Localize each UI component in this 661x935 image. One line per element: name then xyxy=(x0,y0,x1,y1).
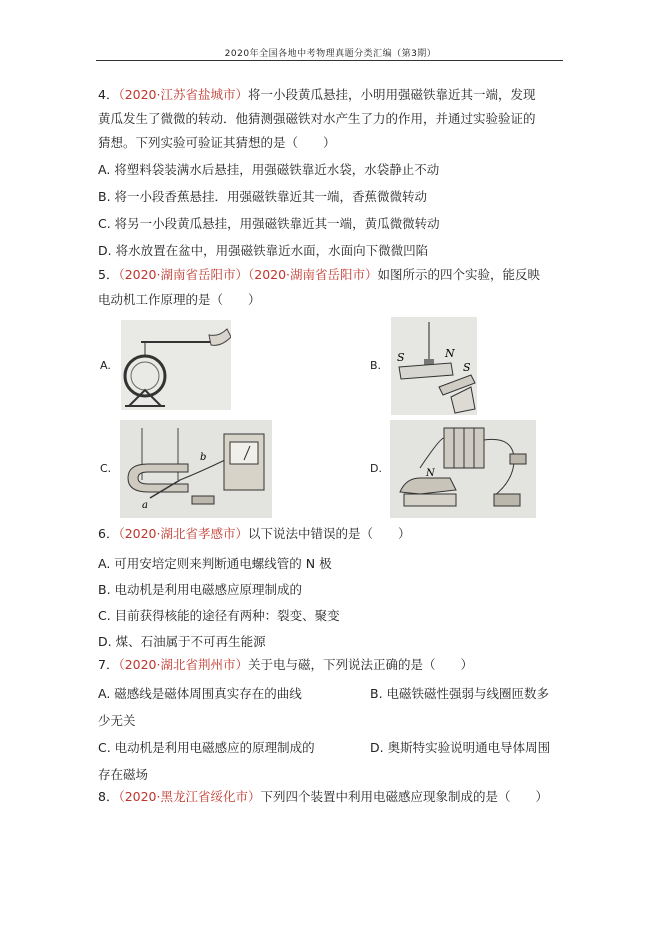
q7-option-d: D. 奥斯特实验说明通电导体周围 xyxy=(370,740,551,755)
q7-option-b-cont: 少无关 xyxy=(98,713,136,728)
q6-option-b: B. 电动机是利用电磁感应原理制成的 xyxy=(98,582,303,597)
q5-label-b: B. xyxy=(370,359,382,372)
q8-number: 8． xyxy=(98,789,119,804)
q4-line2: 黄瓜发生了微微的转动．他猜测强磁铁对水产生了力的作用，并通过实验验证的 xyxy=(98,111,536,126)
q5-line2: 电动机工作原理的是（ ） xyxy=(98,292,261,307)
figure-b-magnet-needle xyxy=(391,317,477,415)
q7-option-a: A. 磁感线是磁体周围真实存在的曲线 xyxy=(98,686,302,701)
figure-d-motor-setup xyxy=(390,420,536,518)
q5-source: （2020·湖南省岳阳市）（2020·湖南省岳阳市） xyxy=(118,267,378,282)
q7-line1 xyxy=(98,652,473,678)
q7-option-c: C. 电动机是利用电磁感应的原理制成的 xyxy=(98,740,315,755)
figure-b-pole-s2: S xyxy=(463,361,471,374)
q8-text1: 下列四个装置中利用电磁感应现象制成的是（ ） xyxy=(260,789,549,804)
figure-b-pole-s1: S xyxy=(397,351,405,364)
q6-option-c: C. 目前获得核能的途径有两种：裂变、聚变 xyxy=(98,608,340,623)
figure-c-wire-b: b xyxy=(200,452,207,463)
q6-number: 6． xyxy=(98,526,119,541)
q4-line1 xyxy=(98,82,536,108)
q7-text1: 关于电与磁，下列说法正确的是（ ） xyxy=(248,657,474,672)
q6-source: （2020·湖北省孝感市） xyxy=(118,526,248,541)
figure-b-pole-n: N xyxy=(445,347,455,360)
q8-source: （2020·黑龙江省绥化市） xyxy=(118,789,261,804)
figure-a-pendulum-ring xyxy=(121,320,231,410)
q4-line3: 猜想。下列实验可验证其猜想的是（ ） xyxy=(98,135,336,150)
q4-option-c: C. 将另一小段黄瓜悬挂，用强磁铁靠近其一端，黄瓜微微转动 xyxy=(98,216,440,231)
q7-option-d-cont: 存在磁场 xyxy=(98,767,149,782)
q7-option-b: B. 电磁铁磁性强弱与线圈匝数多 xyxy=(370,686,550,701)
q6-line1 xyxy=(98,521,411,547)
figure-c-induction-setup xyxy=(120,420,272,518)
q4-text1: 将一小段黄瓜悬挂，小明用强磁铁靠近其一端，发现 xyxy=(248,87,536,102)
q4-option-b: B. 将一小段香蕉悬挂．用强磁铁靠近其一端，香蕉微微转动 xyxy=(98,189,428,204)
q4-source: （2020·江苏省盐城市） xyxy=(118,87,248,102)
q4-number: 4． xyxy=(98,87,119,102)
q6-option-a: A. 可用安培定则来判断通电螺线管的 N 极 xyxy=(98,556,332,571)
q6-option-d: D. 煤、石油属于不可再生能源 xyxy=(98,634,266,649)
q5-label-c: C. xyxy=(100,462,112,475)
figure-d-pole-n: N xyxy=(426,468,435,479)
q5-line1 xyxy=(98,262,540,288)
q5-text1: 如图所示的四个实验，能反映 xyxy=(377,267,541,282)
q7-source: （2020·湖北省荆州市） xyxy=(118,657,248,672)
q6-text1: 以下说法中错误的是（ ） xyxy=(248,526,411,541)
q5-label-a: A. xyxy=(100,359,111,372)
q8-line1 xyxy=(98,784,548,810)
q7-number: 7． xyxy=(98,657,119,672)
q5-label-d: D. xyxy=(370,462,382,475)
header-rule xyxy=(96,60,563,61)
header-title: 2020年全国各地中考物理真题分类汇编（第3期） xyxy=(224,49,437,59)
figure-c-wire-a: a xyxy=(142,500,148,511)
q4-option-d: D. 将水放置在盆中，用强磁铁靠近水面，水面向下微微凹陷 xyxy=(98,243,429,258)
q5-number: 5． xyxy=(98,267,119,282)
q4-option-a: A. 将塑料袋装满水后悬挂，用强磁铁靠近水袋，水袋静止不动 xyxy=(98,162,440,177)
